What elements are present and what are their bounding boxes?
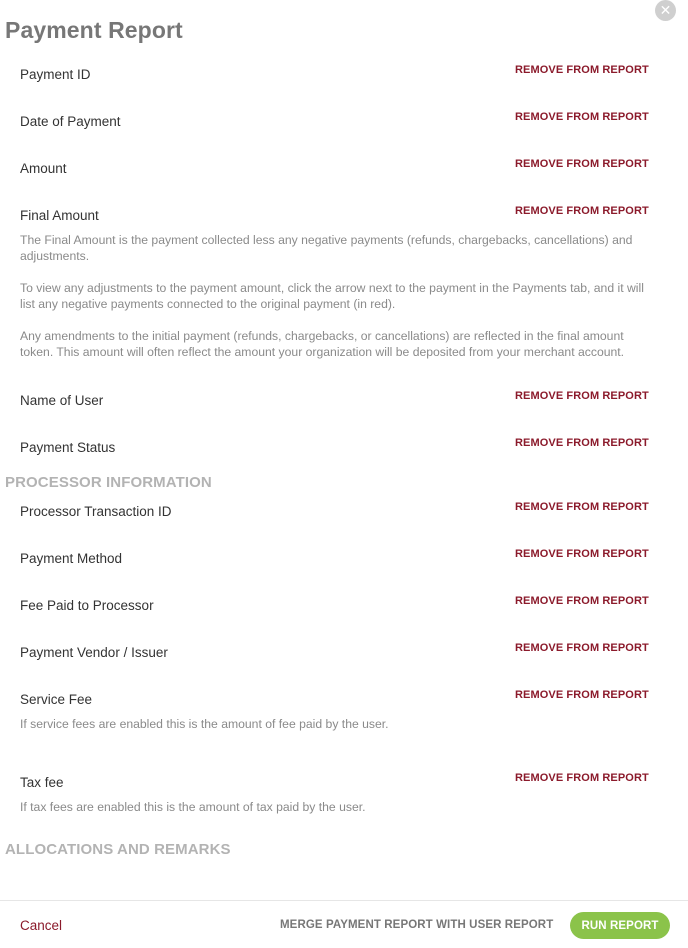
report-field-row xyxy=(20,758,668,805)
report-field-row xyxy=(20,487,668,534)
remove-from-report-link[interactable]: REMOVE FROM REPORT xyxy=(515,689,649,701)
remove-from-report-link[interactable]: REMOVE FROM REPORT xyxy=(515,205,649,217)
report-field xyxy=(0,675,688,732)
report-field-row xyxy=(20,581,668,628)
remove-from-report-link[interactable]: REMOVE FROM REPORT xyxy=(515,642,649,654)
close-icon[interactable]: ✕ xyxy=(655,0,676,21)
field-label: Processor Transaction ID xyxy=(20,504,172,519)
field-label: Name of User xyxy=(20,393,104,408)
remove-from-report-link[interactable]: REMOVE FROM REPORT xyxy=(515,772,649,784)
report-field-row xyxy=(20,50,668,97)
report-field xyxy=(0,376,688,423)
report-field-row xyxy=(20,97,668,144)
report-fields-scroll[interactable] xyxy=(0,50,688,900)
report-field-row xyxy=(20,376,668,423)
field-label: Payment Method xyxy=(20,551,123,566)
report-field xyxy=(0,144,688,191)
remove-from-report-link[interactable]: REMOVE FROM REPORT xyxy=(515,158,649,170)
report-field xyxy=(0,534,688,581)
description-paragraph: To view any adjustments to the payment amount, click the arrow next to the payment in the Payments tab, and it will list any negative payments connected to the original payment (in red). xyxy=(20,281,644,311)
description-paragraph: If service fees are enabled this is the amount of fee paid by the user. xyxy=(20,717,389,731)
field-label: Payment ID xyxy=(20,67,91,82)
merge-report-button[interactable]: MERGE PAYMENT REPORT WITH USER REPORT xyxy=(280,919,554,931)
remove-from-report-link[interactable]: REMOVE FROM REPORT xyxy=(515,437,649,449)
report-field-row xyxy=(20,423,668,470)
payment-fields-group xyxy=(0,50,688,470)
field-label: Amount xyxy=(20,161,67,176)
report-field xyxy=(0,758,688,815)
field-label: Service Fee xyxy=(20,692,93,707)
description-paragraph: The Final Amount is the payment collected less any negative payments (refunds, chargebacks, cancellations) and adjustments. xyxy=(20,233,633,263)
report-field xyxy=(0,191,688,360)
section-heading-processor: PROCESSOR INFORMATION xyxy=(5,474,212,491)
report-field xyxy=(0,628,688,675)
report-field-row xyxy=(20,675,668,722)
field-label: Payment Status xyxy=(20,440,116,455)
page-title: Payment Report xyxy=(5,17,183,43)
report-field xyxy=(0,50,688,97)
remove-from-report-link[interactable]: REMOVE FROM REPORT xyxy=(515,501,649,513)
remove-from-report-link[interactable]: REMOVE FROM REPORT xyxy=(515,548,649,560)
field-label: Fee Paid to Processor xyxy=(20,598,154,613)
report-field xyxy=(0,97,688,144)
report-field xyxy=(0,581,688,628)
field-description xyxy=(20,232,668,360)
field-label: Date of Payment xyxy=(20,114,121,129)
processor-fields-group xyxy=(0,487,688,815)
field-label: Payment Vendor / Issuer xyxy=(20,645,168,660)
section-heading-allocations: ALLOCATIONS AND REMARKS xyxy=(5,841,231,858)
modal-footer xyxy=(0,900,688,948)
report-field-row xyxy=(20,191,668,238)
cancel-button[interactable]: Cancel xyxy=(20,918,63,933)
report-field-row xyxy=(20,534,668,581)
field-label: Final Amount xyxy=(20,208,99,223)
report-field xyxy=(0,423,688,470)
remove-from-report-link[interactable]: REMOVE FROM REPORT xyxy=(515,111,649,123)
run-report-button[interactable]: RUN REPORT xyxy=(570,912,670,939)
remove-from-report-link[interactable]: REMOVE FROM REPORT xyxy=(515,595,649,607)
report-field xyxy=(0,487,688,534)
field-label: Tax fee xyxy=(20,775,64,790)
description-paragraph: If tax fees are enabled this is the amount of tax paid by the user. xyxy=(20,800,366,814)
remove-from-report-link[interactable]: REMOVE FROM REPORT xyxy=(515,64,649,76)
report-field-row xyxy=(20,144,668,191)
remove-from-report-link[interactable]: REMOVE FROM REPORT xyxy=(515,390,649,402)
description-paragraph: Any amendments to the initial payment (refunds, chargebacks, or cancellations) are reflected in the final amount token. This amount will often reflect the amount your organization will be deposited from your merchant account. xyxy=(20,329,625,359)
report-field-row xyxy=(20,628,668,675)
